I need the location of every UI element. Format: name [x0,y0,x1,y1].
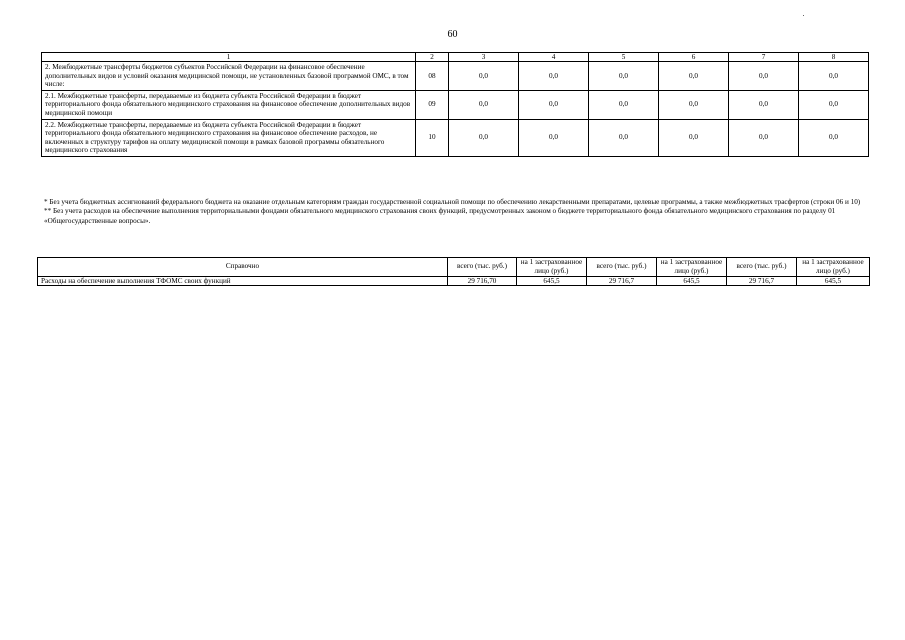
row-description: 2.1. Межбюджетные трансферты, передаваемые из бюджета субъекта Российской Федерации в бюджет территориального фонда обязательного медицинского страхования на финансовое обеспечение дополнительных видов медицинской помощи [42,90,416,119]
value-cell: 0,0 [659,90,729,119]
page-number: 60 [447,29,458,40]
value-cell: 0,0 [729,62,799,91]
header-cell: на 1 застрахованное лицо (руб.) [797,258,870,277]
column-number-cell: 6 [659,53,729,62]
reference-table [37,257,870,286]
footnote-2: ** Без учета расходов на обеспечение выполнения территориальными фондами обязательного медицинского страхования своих функций, предусмотренных законом о бюджете территориального фонда обязательного медицинского страхования по разделу 01 «Общегосударственные вопросы». [44,207,836,225]
value-cell: 29 716,7 [727,276,797,285]
value-cell: 0,0 [729,119,799,156]
row-code: 10 [416,119,449,156]
header-cell: всего (тыс. руб.) [587,258,657,277]
column-number-cell: 2 [416,53,449,62]
value-cell: 0,0 [589,119,659,156]
value-cell: 0,0 [449,119,519,156]
value-cell: 29 716,7 [587,276,657,285]
value-cell: 645,5 [797,276,870,285]
header-cell: на 1 застрахованное лицо (руб.) [517,258,587,277]
table-row [42,90,869,119]
column-number-cell: 8 [799,53,869,62]
value-cell: 0,0 [449,62,519,91]
row-description: 2. Межбюджетные трансферты бюджетов субъектов Российской Федерации на финансовое обеспечение дополнительных видов и условий оказания медицинской помощи, не установленных базовой программой ОМС, в том числе: [42,62,416,91]
value-cell: 0,0 [519,90,589,119]
value-cell: 0,0 [659,119,729,156]
value-cell: 0,0 [449,90,519,119]
value-cell: 0,0 [659,62,729,91]
value-cell: 0,0 [799,90,869,119]
value-cell: 0,0 [729,90,799,119]
footnotes [44,198,866,226]
column-number-cell: 1 [42,53,416,62]
value-cell: 0,0 [799,62,869,91]
row-description: 2.2. Межбюджетные трансферты, передаваемые из бюджета субъекта Российской Федерации в бюджет территориального фонда обязательного медицинского страхования на финансовое обеспечение расходов, не включенных в структуру тарифов на оплату медицинской помощи в рамках базовой программы обязательного медицинского страхования [42,119,416,156]
scan-artifact [803,15,804,16]
value-cell: 0,0 [519,119,589,156]
value-cell: 29 716,70 [448,276,517,285]
header-cell: на 1 застрахованное лицо (руб.) [657,258,727,277]
table-row [42,119,869,156]
value-cell: 0,0 [799,119,869,156]
row-code: 08 [416,62,449,91]
reference-label: Справочно [38,258,448,277]
value-cell: 0,0 [589,90,659,119]
value-cell: 645,5 [657,276,727,285]
value-cell: 0,0 [519,62,589,91]
row-code: 09 [416,90,449,119]
reference-data-row [38,276,870,285]
reference-header-row [38,258,870,277]
column-number-cell: 5 [589,53,659,62]
value-cell: 0,0 [589,62,659,91]
header-cell: всего (тыс. руб.) [727,258,797,277]
value-cell: 645,5 [517,276,587,285]
column-number-cell: 4 [519,53,589,62]
column-number-cell: 3 [449,53,519,62]
main-table [41,52,869,157]
footnote-1: * Без учета бюджетных ассигнований федерального бюджета на оказание отдельным категориям граждан государственной социальной помощи по обеспечению лекарственными препаратами, целевые программы, а также межбюджетных трасфертов (строки 06 и 10) [44,198,861,206]
header-cell: всего (тыс. руб.) [448,258,517,277]
row-label: Расходы на обеспечение выполнения ТФОМС своих функций [38,276,448,285]
column-number-cell: 7 [729,53,799,62]
column-number-row [42,53,869,62]
table-row [42,62,869,91]
